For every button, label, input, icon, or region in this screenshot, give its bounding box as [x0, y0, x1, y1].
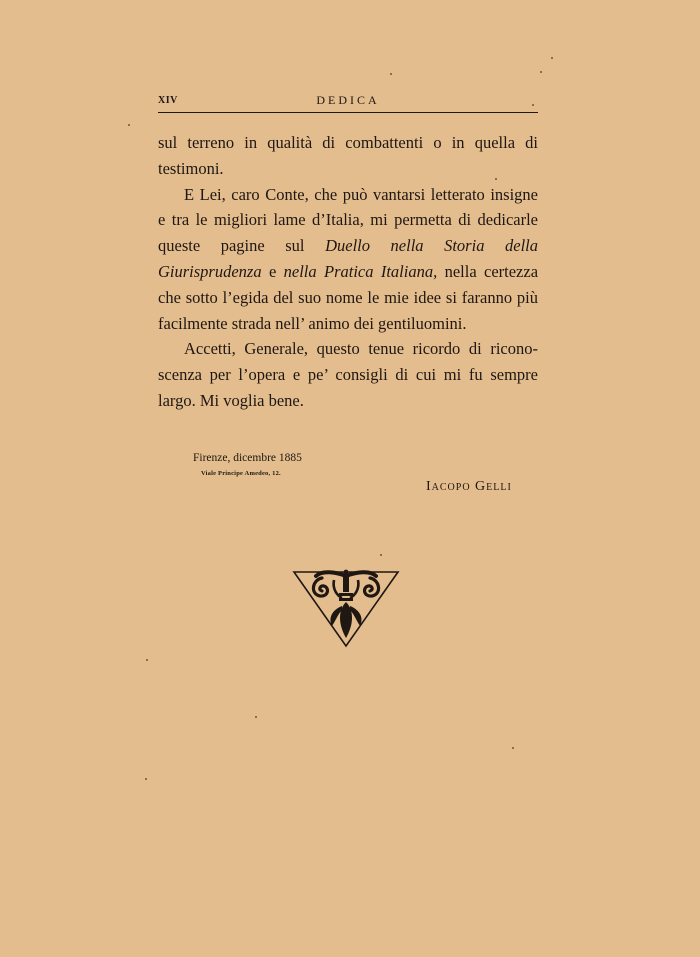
scan-speck — [495, 178, 497, 180]
address: Viale Principe Amedeo, 12. — [201, 470, 281, 477]
paragraph-3: Accetti, Generale, questo tenue ricordo di riconoscenza per l’opera e pe’ consigli di cui mi fu sempre largo. Mi voglia bene. — [158, 339, 538, 410]
scan-speck — [255, 716, 257, 718]
paragraph-2-end: nella certezza che sotto l’egida del suo nome le mie idee si faranno più facilmente strada nell’ animo dei gentiluomini. — [158, 261, 539, 333]
paragraph-2 — [158, 182, 538, 337]
header-rule — [158, 112, 538, 113]
signature: Iacopo Gelli — [426, 479, 512, 494]
place-date: Firenze, dicembre 1885 — [193, 452, 302, 464]
scan-speck — [128, 124, 130, 126]
paragraph-2-mid: e — [261, 261, 284, 281]
book-title-part-1: Duello nella Storia della Giurisprudenza — [158, 236, 538, 281]
scan-speck — [380, 554, 382, 556]
dedication-text — [158, 130, 538, 414]
scan-speck — [390, 73, 392, 75]
scan-speck — [532, 104, 534, 106]
scan-speck — [145, 778, 147, 780]
scan-speck — [512, 747, 514, 749]
book-title-part-2: nella Pratica Italiana, — [283, 261, 438, 281]
paragraph-1: sul terreno in qualità di combattenti o in quella di testimoni. — [158, 133, 538, 178]
scan-speck — [551, 57, 553, 59]
page-header — [158, 93, 538, 113]
page-number: XIV — [158, 95, 178, 106]
paragraph-2-start: E Lei, caro Conte, che può vantarsi letterato insigne e tra le migliori lame d’Italia, mi permetta di dedicarle queste pagine sul — [158, 184, 538, 256]
lyre-triangle-ornament-icon — [292, 566, 400, 648]
scan-speck — [146, 659, 148, 661]
scan-speck — [540, 71, 542, 73]
running-head: DEDICA — [316, 93, 380, 107]
